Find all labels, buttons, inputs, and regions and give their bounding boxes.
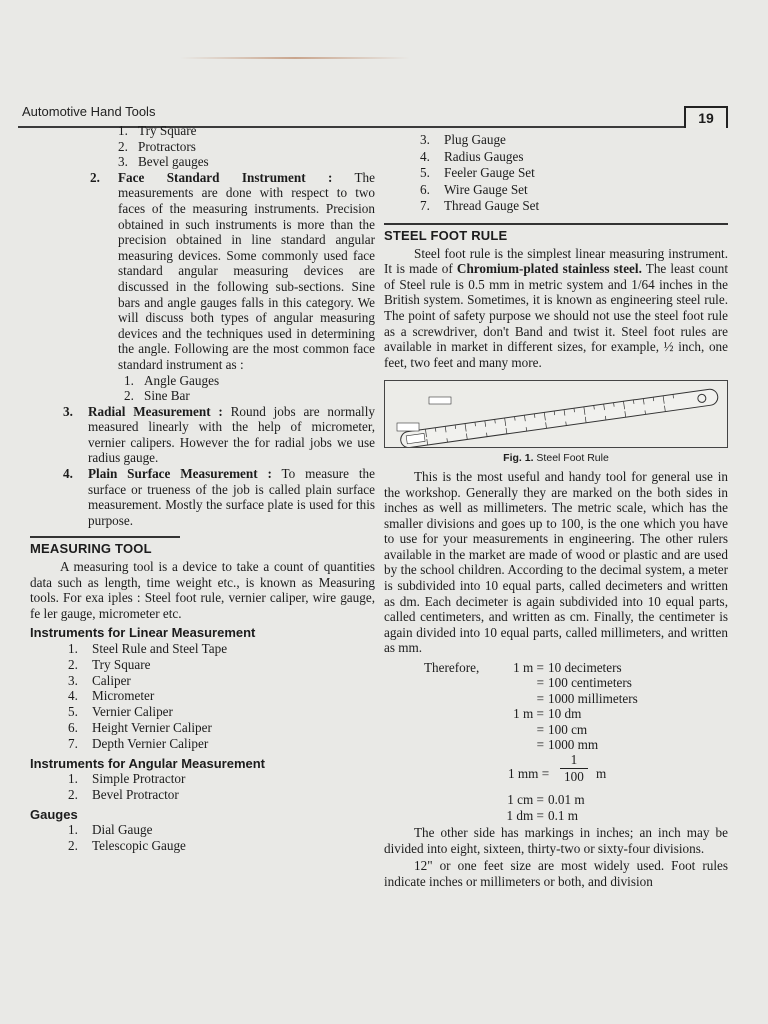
- steel-foot-rule-figure: [384, 380, 728, 448]
- list-item: 6. Height Vernier Caliper: [68, 719, 212, 735]
- section-heading-measuring-tool: MEASURING TOOL: [30, 536, 180, 557]
- list-item: 1. Steel Rule and Steel Tape: [68, 641, 228, 656]
- item-title: Plain Surface Measurement :: [88, 466, 272, 482]
- list-item: 1. Simple Protractor: [68, 771, 186, 787]
- running-title: Automotive Hand Tools: [22, 104, 156, 119]
- rule-usage-paragraph: This is the most useful and handy tool for general use in the workshop. Generally they are marked on the both sides in inches as well as millimeters. The metric scale, which has the smaller divisions and goes up to 100, is the one which you have to use for your measurements in engineering. The other rulers available in the market are made of wood or plastic and are used by the school children. According to the decimal system, a meter is subdivided into 10 equal parts, called decimeters and written as dm. Each decimeter is again subdivided into 10 equal parts, called centimeters, and written as cm. Finally, the centimeter is again divided into 10 equal parts, called millimeters, and written as mm.: [384, 468, 728, 656]
- equation-row: 1 dm = 0.1 m: [506, 807, 579, 823]
- list-item: 2. Try Square: [68, 656, 151, 672]
- equation-row: Therefore, 1 m = 10 decimeters: [424, 660, 622, 676]
- face-standard-item: 2. Face Standard Instrument : The measurements are done with respect to two faces of the measuring instruments. Precision obtained in such instruments is more than the precision obtained in line standard angular measuring devices. Some commonly used face standard angular measuring devices are discussed in the following sub-sections. Sine bars and angle gauges falls in this category. We will discuss both types of angular measuring devices and the techniques used in determining the angle. Following are the most common face standard instrument as :: [90, 169, 375, 372]
- list-item: 1. Dial Gauge: [68, 822, 153, 838]
- sub-list: [30, 123, 375, 170]
- list-item: 3. Plug Gauge: [420, 132, 506, 147]
- equation-row: = 1000 mm: [536, 736, 599, 752]
- list-item: 2. Protractors: [118, 138, 196, 154]
- equation-row: = 100 cm: [536, 721, 588, 737]
- page-number: 19: [684, 106, 728, 128]
- equation-row: 1 m = 10 dm: [513, 706, 582, 722]
- linear-list: [30, 641, 375, 752]
- unit-conversion-equations: [384, 660, 728, 823]
- list-item: 7. Depth Vernier Caliper: [68, 735, 209, 751]
- angular-heading: Instruments for Angular Measurement: [30, 755, 266, 771]
- list-item: 3. Bevel gauges: [118, 154, 209, 170]
- fraction-equation: 1 mm = $\frac{1}{100}$ m: [508, 752, 607, 784]
- equation-row: = 100 centimeters: [536, 675, 632, 691]
- linear-heading: Instruments for Linear Measurement: [30, 625, 256, 641]
- fraction: $\frac{1}{100}$: [560, 752, 588, 784]
- equation-row: 1 cm = 0.01 m: [507, 792, 585, 808]
- list-item: 5. Vernier Caliper: [68, 704, 173, 720]
- item-text: To measure the surface or trueness of the job is called plain surface measurement. Mostly the surface plate is used for this purpose.: [88, 466, 376, 528]
- list-item: 7. Thread Gauge Set: [420, 198, 540, 214]
- gauges-list: [30, 822, 375, 854]
- list-item: 1. Angle Gauges: [124, 372, 220, 388]
- foot-size-paragraph: 12" or one feet size are most widely used. Foot rules indicate inches or millimeters or both, and division: [384, 858, 728, 889]
- plain-surface-item: 4. Plain Surface Measurement : To measure the surface or trueness of the job is called plain surface measurement. Mostly the surface plate is used for this purpose.: [63, 466, 376, 528]
- list-item: 3. Caliper: [68, 672, 131, 688]
- item-text: The measurements are done with respect to two faces of the measuring instruments. Precision obtained in such instruments is more than the precision obtained in line standard angular measuring devices. Some commonly used face standard angular measuring devices are discussed in the following sub-sections. Sine bars and angle gauges falls in this category. We will discuss both types of angular measuring devices and the techniques used in determining the angle. Following are the most common face standard instrument as :: [118, 169, 375, 372]
- list-item: 4. Radius Gauges: [420, 148, 524, 164]
- sub-list: [30, 373, 375, 404]
- item-text: Round jobs are normally measured linearly with the help of micrometer, vernier calipers. However the for radial jobs we use radius gauge.: [88, 403, 375, 466]
- list-item: 5. Feeler Gauge Set: [420, 165, 535, 181]
- steel-rule-illustration: [385, 381, 727, 447]
- equation-row: = 1000 millimeters: [536, 690, 638, 706]
- list-item: 4. Micrometer: [68, 688, 155, 704]
- gauges-list-continued: [384, 132, 728, 215]
- list-item: 1. Try Square: [118, 123, 197, 138]
- measuring-tool-paragraph: A measuring tool is a device to take a count of quantities data such as length, time weight etc., is known as Measuring tools. For exa iples : Steel foot rule, vernier caliper, wire gauge, fe ler gauge, micrometer etc.: [30, 559, 375, 621]
- steel-foot-rule-paragraph: Steel foot rule is the simplest linear measuring instrument. It is made of Chromium-plated stainless steel. The least count of Steel rule is 0.5 mm in metric system and 1/64 inches in the British system. Sometimes, it is known as engineering steel rule. The point of safety purpose we should not use the steel foot rule as a screwdriver, don't Band and twist it. Steel foot rules are available in market in different sizes, for example, ½ inch, one feet, two feet and many more.: [384, 245, 728, 370]
- list-item: 2. Bevel Protractor: [68, 786, 179, 802]
- list-item: 6. Wire Gauge Set: [420, 181, 528, 197]
- list-item: 2. Sine Bar: [124, 388, 190, 404]
- inch-markings-paragraph: The other side has markings in inches; an inch may be divided into eight, sixteen, thirty-two or sixty-four divisions.: [384, 825, 728, 856]
- right-column: [384, 132, 728, 890]
- angular-list: [30, 771, 375, 803]
- top-decorative-line: [180, 57, 410, 59]
- figure-caption: Fig. 1. Steel Foot Rule: [503, 452, 609, 465]
- gauges-heading: Gauges: [30, 806, 78, 822]
- item-title: Radial Measurement :: [88, 403, 223, 419]
- section-heading-steel-foot-rule: STEEL FOOT RULE: [384, 223, 728, 244]
- radial-item: 3. Radial Measurement : Round jobs are normally measured linearly with the help of micrometer, vernier calipers. However the for radial jobs we use radius gauge.: [63, 403, 375, 466]
- list-item: 2. Telescopic Gauge: [68, 838, 186, 854]
- left-column: [30, 123, 375, 854]
- item-title: Face Standard Instrument :: [118, 169, 333, 185]
